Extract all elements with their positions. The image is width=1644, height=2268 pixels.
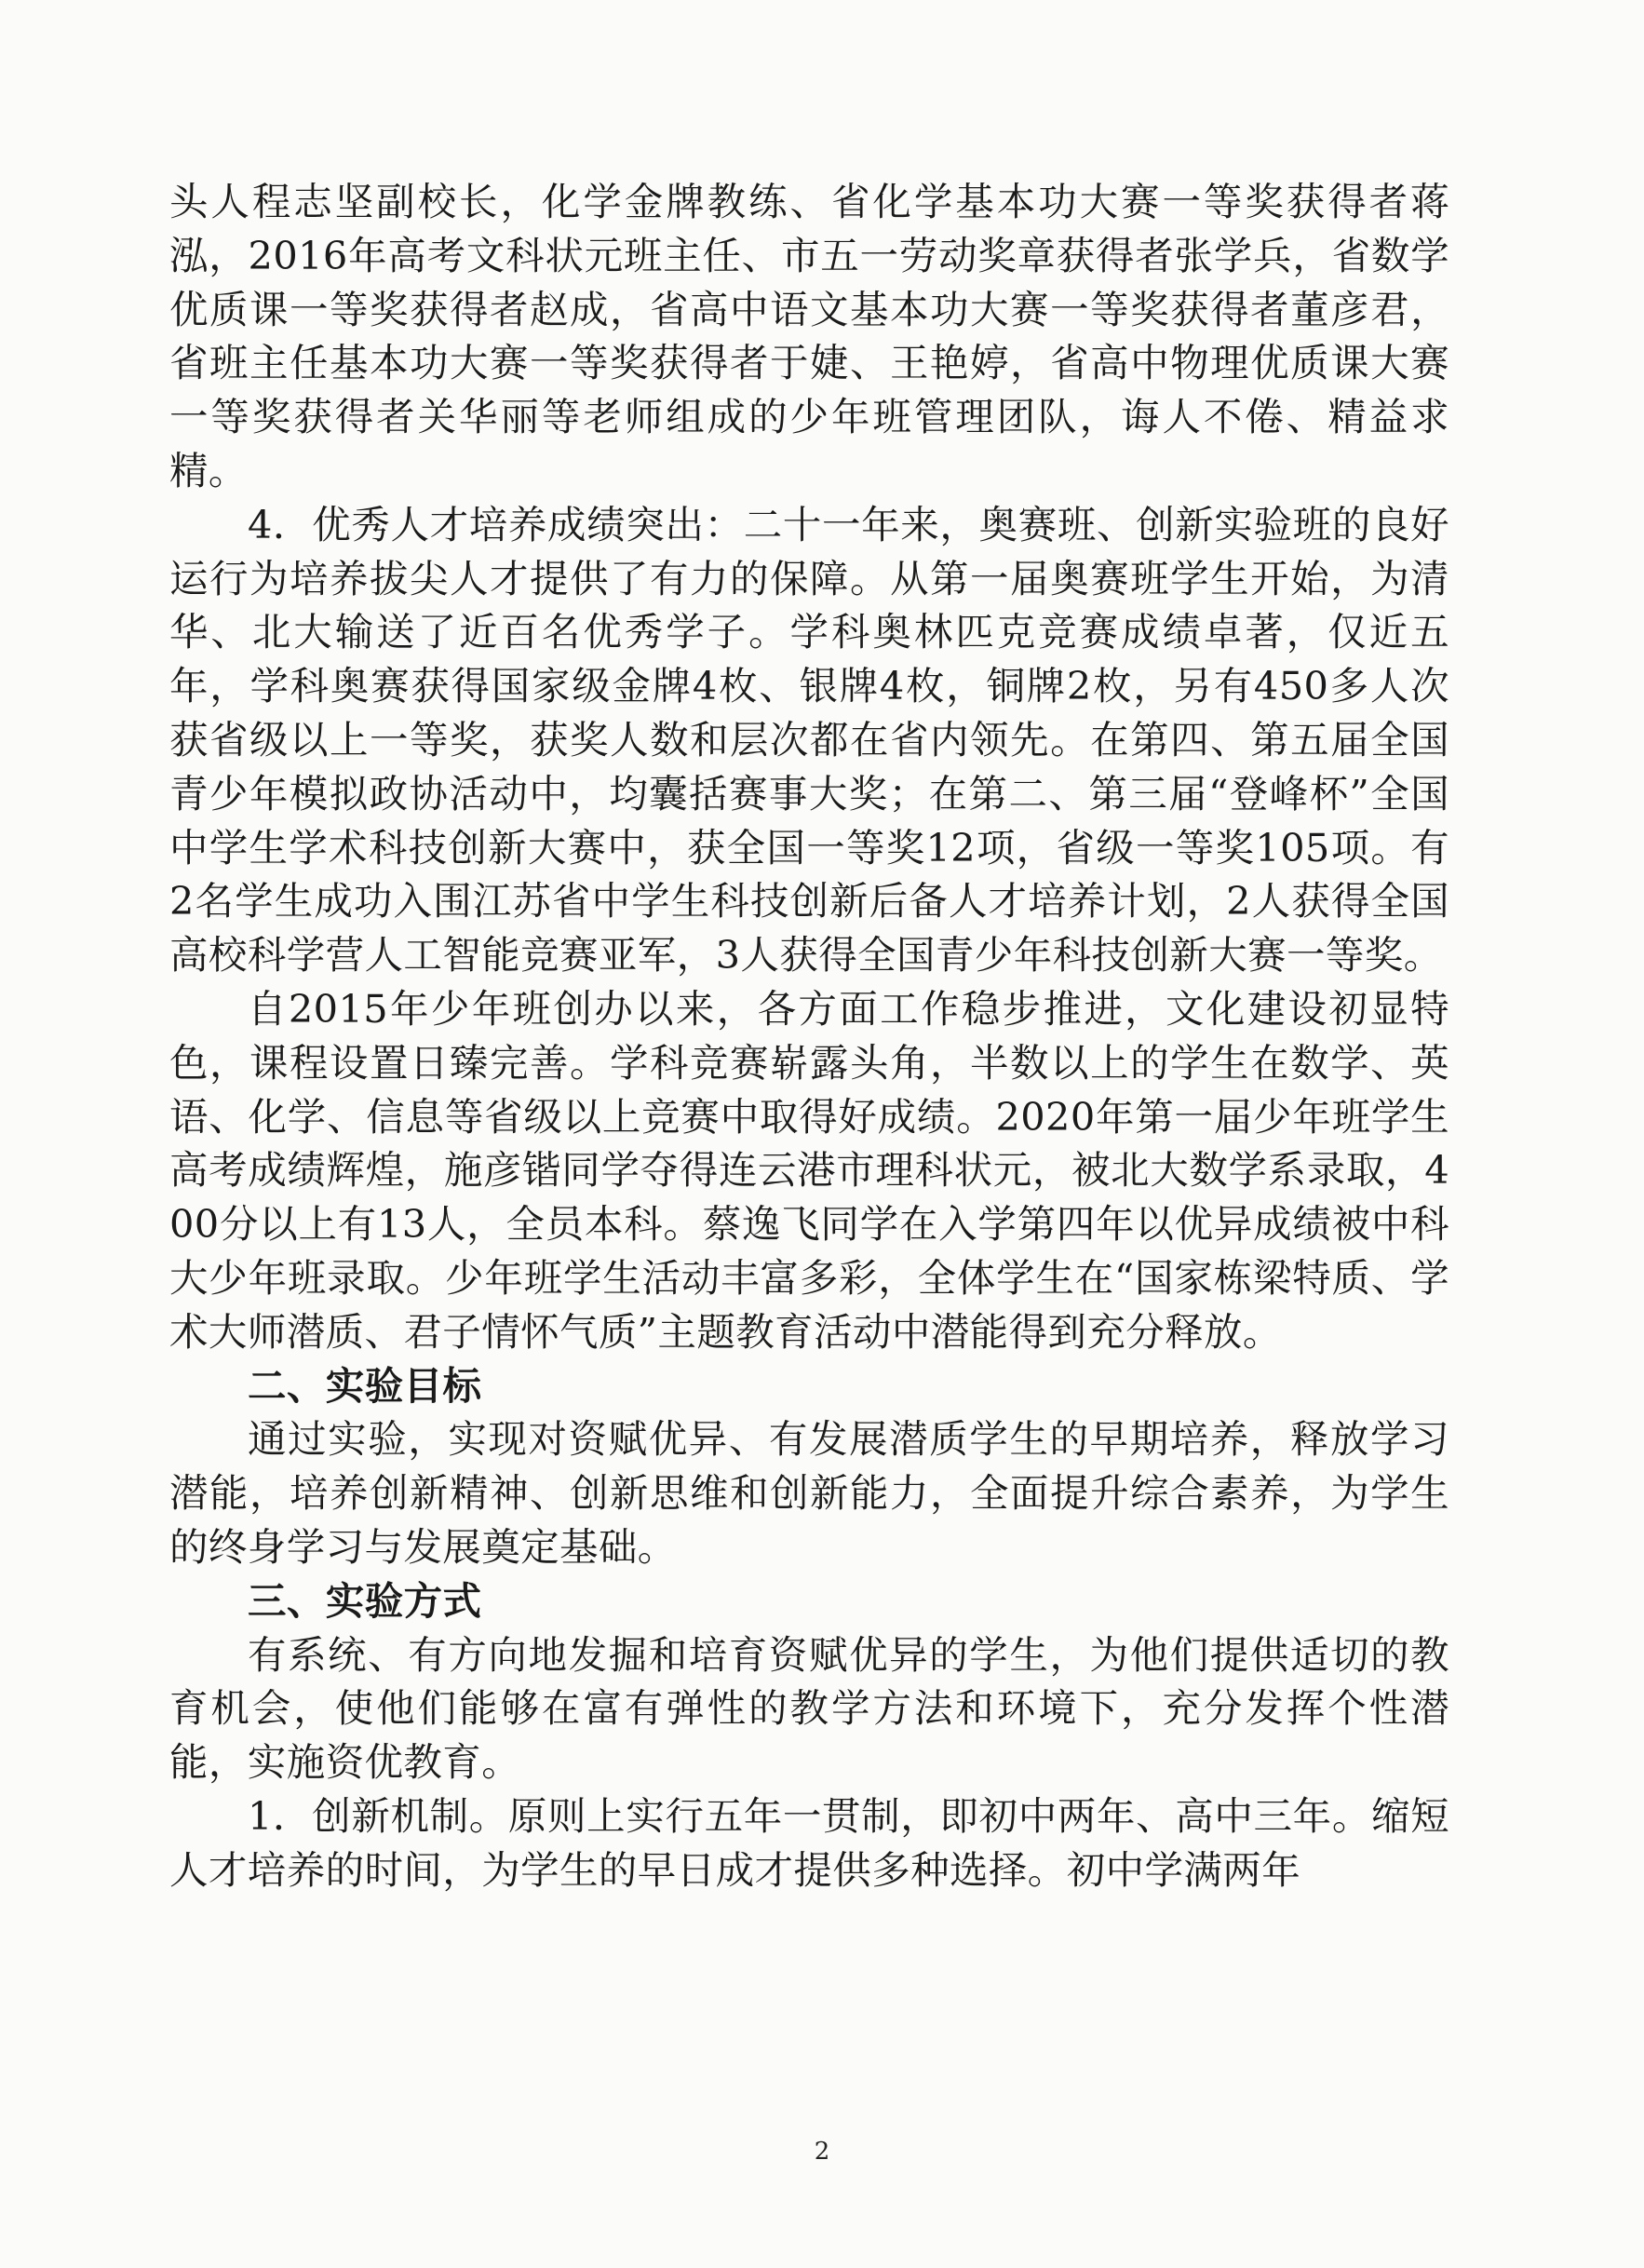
paragraph-innovation-mechanism: 1．创新机制。原则上实行五年一贯制，即初中两年、高中三年。缩短人才培养的时间，为学生的早日成才提供多种选择。初中学满两年 <box>169 1792 1449 1893</box>
page-body <box>169 175 1449 1897</box>
paragraph-talent-achievements: 4．优秀人才培养成绩突出：二十一年来，奥赛班、创新实验班的良好运行为培养拔尖人才提供了有力的保障。从第一届奥赛班学生开始，为清华、北大输送了近百名优秀学子。学科奥林匹克竞赛成绩卓著，仅近五年，学科奥赛获得国家级金牌4枚、银牌4枚，铜牌2枚，另有450多人次获省级以上一等奖，获奖人数和层次都在省内领先。在第四、第五届全国青少年模拟政协活动中，均囊括赛事大奖；在第二、第三届“登峰杯”全国中学生学术科技创新大赛中，获全国一等奖12项，省级一等奖105项。有2名学生成功入围江苏省中学生科技创新后备人才培养计划，2人获得全国高校科学营人工智能竞赛亚军，3人获得全国青少年科技创新大赛一等奖。 <box>169 501 1449 979</box>
paragraph-management-team: 头人程志坚副校长，化学金牌教练、省化学基本功大赛一等奖获得者蒋泓，2016年高考文科状元班主任、市五一劳动奖章获得者张学兵，省数学优质课一等奖获得者赵成，省高中语文基本功大赛一等奖获得者董彦君，省班主任基本功大赛一等奖获得者于婕、王艳婷，省高中物理优质课大赛一等奖获得者关华丽等老师组成的少年班管理团队，诲人不倦、精益求精。 <box>169 179 1449 493</box>
paragraph-experiment-goals: 通过实验，实现对资赋优异、有发展潜质学生的早期培养，释放学习潜能，培养创新精神、创新思维和创新能力，全面提升综合素养，为学生的终身学习与发展奠定基础。 <box>169 1416 1449 1570</box>
paragraph-junior-class-history: 自2015年少年班创办以来，各方面工作稳步推进，文化建设初显特色，课程设置日臻完善。学科竞赛崭露头角，半数以上的学生在数学、英语、化学、信息等省级以上竞赛中取得好成绩。2020年第一届少年班学生高考成绩辉煌，施彦锴同学夺得连云港市理科状元，被北大数学系录取，400分以上有13人，全员本科。蔡逸飞同学在入学第四年以优异成绩被中科大少年班录取。少年班学生活动丰富多彩，全体学生在“国家栋梁特质、学术大师潜质、君子情怀气质”主题教育活动中潜能得到充分释放。 <box>169 985 1449 1355</box>
paragraph-experiment-methods: 有系统、有方向地发掘和培育资赋优异的学生，为他们提供适切的教育机会，使他们能够在富有弹性的教学方法和环境下，充分发挥个性潜能，实施资优教育。 <box>169 1631 1449 1786</box>
heading-experiment-goals: 二、实验目标 <box>248 1362 482 1409</box>
heading-experiment-methods: 三、实验方式 <box>248 1577 482 1624</box>
page-number: 2 <box>814 2138 830 2166</box>
